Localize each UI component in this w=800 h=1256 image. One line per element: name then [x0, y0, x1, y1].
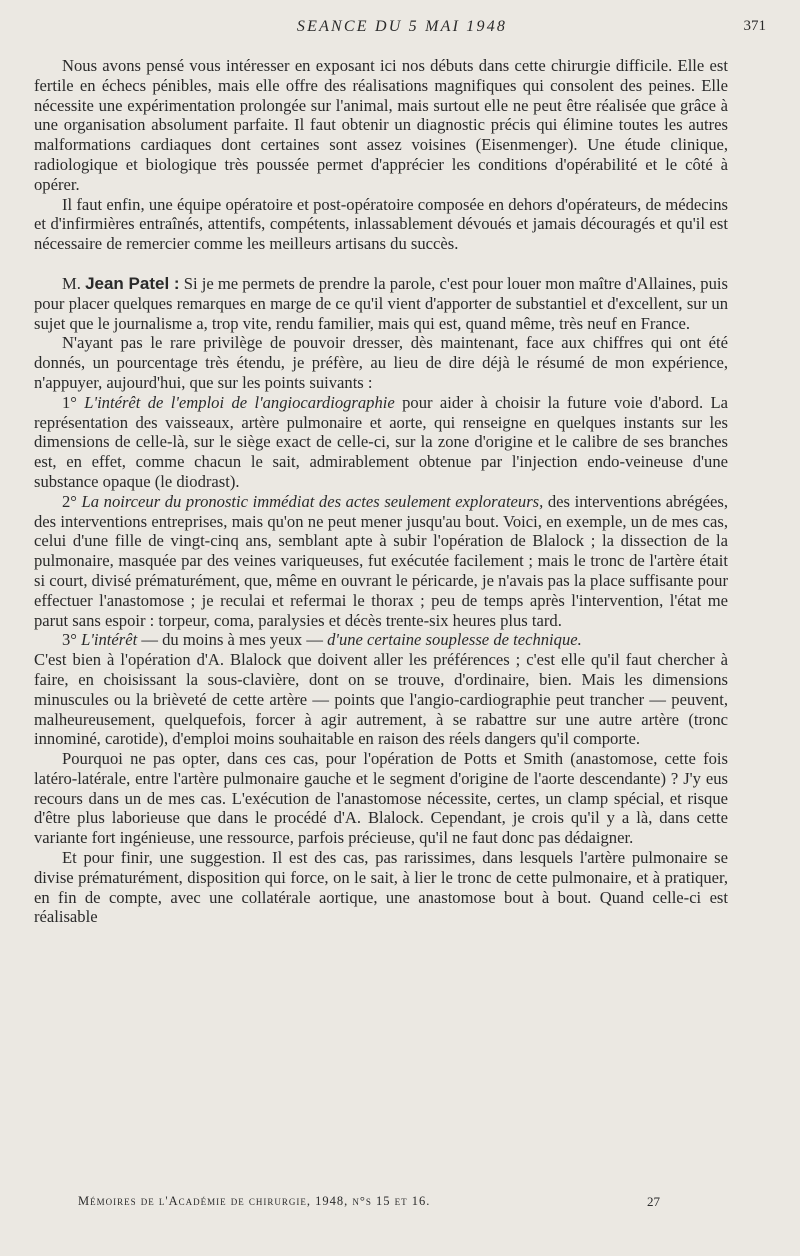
paragraph-patel-intro — [34, 274, 728, 333]
point-2-text: des interventions abrégées, des interventions entreprises, mais qu'on ne peut mener jusqu'au bout. Voici, en exemple, un de mes cas, celui d'une fille de vingt-cinq ans, semblant apte à subir l'opération de Blalock ; la dissection de la pulmonaire, masquée par des veines variqueuses, fut exécutée facilement ; mais le tronc de l'artère était si court, divisé prématurément, que, même en ouvrant le péricarde, je n'avais pas la place suffisante pour effectuer l'anastomose ; je reculai et refermai le thorax ; peu de temps après l'intervention, l'état me parut sans espoir : torpeur, coma, paralysies et décès trente-six heures plus tard. — [34, 491, 728, 630]
sheet-number: 27 — [647, 1194, 660, 1209]
paragraph-potts-smith: Pourquoi ne pas opter, dans ces cas, pour l'opération de Potts et Smith (anastomose, cette fois latéro-latérale, entre l'artère pulmonaire gauche et le segment d'origine de l'aorte descendante) ? J'y eus recours dans un de mes cas. L'exécution de l'anastomose nécessite, certes, un clamp spécial, et risque d'être plus laborieuse que dans le procédé d'A. Blalock. Cependant, je crois qu'il y a là, dans cette variante fort ingénieuse, une ressource, parfois précieuse, qu'il ne faut donc pas dédaigner. — [34, 749, 728, 848]
journal-citation — [78, 1194, 430, 1209]
page-number: 371 — [743, 18, 766, 34]
page-header — [34, 18, 770, 44]
paragraph-point-1 — [34, 393, 728, 492]
journal-citation-text: Mémoires de l'Académie de chirurgie, 1948, n°s 15 et 16. — [78, 1194, 431, 1208]
point-3-number: 3° — [62, 630, 77, 650]
speaker-name: Jean Patel : — [85, 273, 180, 293]
running-title: SEANCE DU 5 MAI 1948 — [296, 18, 508, 35]
point-3-title-b: d'une certaine souplesse de technique. — [327, 630, 582, 650]
speaker-prefix: M. — [62, 273, 81, 293]
point-1-title: L'intérêt de l'emploi de l'angiocardiographie — [84, 392, 395, 412]
paragraph-patel-points-intro: N'ayant pas le rare privilège de pouvoir dresser, dès maintenant, face aux chiffres qui ont été donnés, un pourcentage très étendu, je préfère, au lieu de dire déjà le résumé de mon expérience, n'appuyer, aujourd'hui, que sur les points suivants : — [34, 333, 728, 392]
point-3-title-a: L'intérêt — [81, 630, 138, 650]
paragraph-point-3-body: C'est bien à l'opération d'A. Blalock que doivent aller les préférences ; c'est elle qu'il faut chercher à faire, en choisissant la sous-clavière, dont on se trouve, d'ordinaire, bien. Mais les dimensions minuscules ou la brièveté de cette artère — points que l'angio-cardiographie peut trancher — peuvent, malheureusement, quelquefois, forcer à agir autrement, à se rabattre sur une autre artère (tronc innominé, carotide), d'emploi moins souhaitable en raison des réels dangers qu'il comporte. — [34, 650, 728, 749]
paragraph-intro: Nous avons pensé vous intéresser en exposant ici nos débuts dans cette chirurgie difficile. Elle est fertile en échecs pénibles, mais elle offre des réalisations magnifiques qui consolent des peines. Elle nécessite une expérimentation prolongée sur l'animal, mais surtout elle ne peut être réalisée que grâce à une organisation absolument parfaite. Il faut obtenir un diagnostic précis qui élimine toutes les autres malformations cardiaques dont certaines sont assez voisines (Eisenmenger). Une étude clinique, radiologique et biologique très poussée permet d'apprécier les conditions d'opérabilité et le côté à opérer. — [34, 56, 728, 194]
point-2-number: 2° — [62, 491, 77, 511]
patel-intro-text: Si je me permets de prendre la parole, c'est pour louer mon maître d'Allaines, puis pour placer quelques remarques en marge de ce qu'il vient d'apporter de substantiel et d'excellent, sur un sujet que le journalisme a, trop vite, rendu familier, mais qui est, quand même, très neuf en France. — [34, 273, 728, 333]
paragraph-team: Il faut enfin, une équipe opératoire et post-opératoire composée en dehors d'opérateurs, de médecins et d'infirmières entraînés, attentifs, compétents, inlassablement dévoués et jamais découragés et qu'il est nécessaire de remercier comme les meilleurs artisans du succès. — [34, 194, 728, 254]
point-1-text: pour aider à choisir la future voie d'abord. La représentation des vaisseaux, artère pulmonaire et aorte, qui renseigne en quelques instants sur les dimensions de celle-là, sur le siège exact de celle-ci, sur la zone d'origine et le calibre de ses branches est, en effet, comme chacun le sait, admirablement obtenue par l'injection endo-veineuse d'une substance opaque (le diodrast). — [34, 392, 728, 491]
point-1-number: 1° — [62, 392, 77, 412]
page-footer — [34, 1194, 728, 1218]
point-3-aside: — du moins à mes yeux — — [141, 630, 323, 650]
paragraph-point-2 — [34, 492, 728, 631]
paragraph-point-3 — [34, 630, 728, 650]
point-2-title: La noirceur du pronostic immédiat des actes seulement explorateurs, — [81, 491, 544, 511]
paragraph-suggestion: Et pour finir, une suggestion. Il est des cas, pas rarissimes, dans lesquels l'artère pulmonaire se divise prématurément, disposition qui force, on le sait, à lier le tronc de cette pulmonaire, et à pratiquer, en fin de compte, avec une collatérale aortique, une anastomose bout à bout. Quand celle-ci est réalisable — [34, 848, 728, 927]
article-body — [34, 56, 728, 927]
